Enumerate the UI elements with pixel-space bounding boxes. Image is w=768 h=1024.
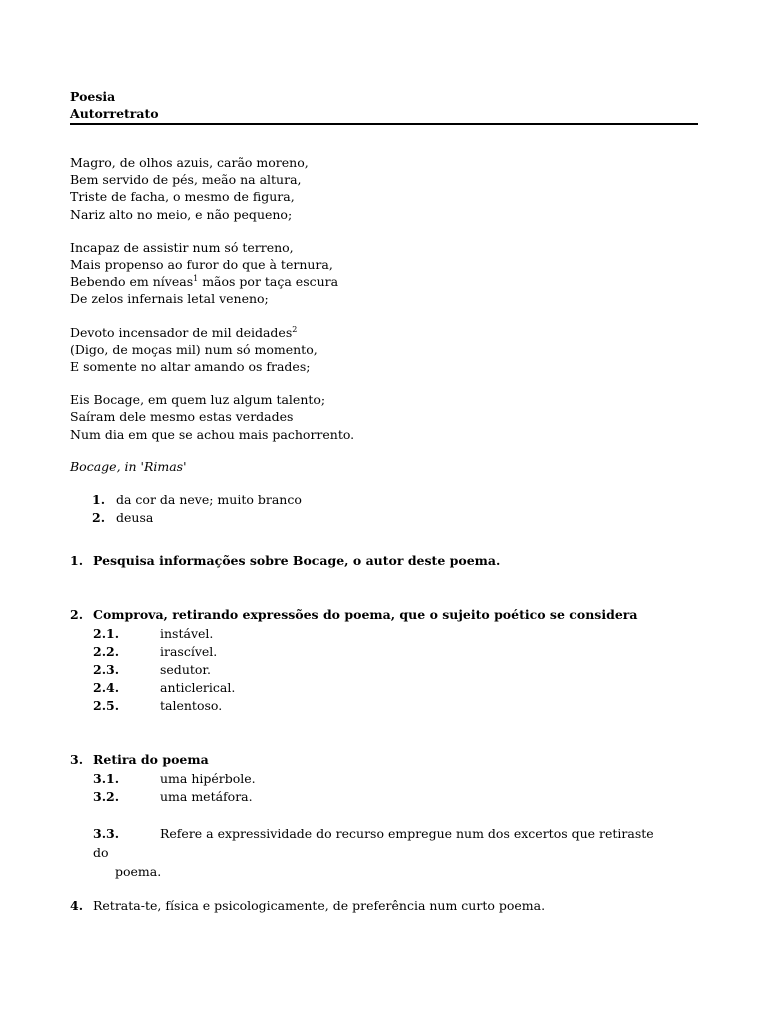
poem [70, 154, 690, 459]
subquestion-text: uma metáfora. [160, 789, 253, 804]
poem-line-with-footnote [70, 324, 690, 341]
poem-line: Mais propenso ao furor do que à ternura, [70, 257, 333, 273]
subquestion-text: irascível. [160, 644, 218, 659]
question-text: Comprova, retirando expressões do poema, que o sujeito poético se considera [93, 607, 638, 622]
subquestion-2-1 [93, 625, 213, 643]
footnote-ref-1: 1 [193, 274, 199, 284]
question-number: 1. [70, 553, 84, 568]
subquestion-3-1 [93, 770, 256, 788]
subquestion-text: instável. [160, 626, 214, 641]
poem-line: (Digo, de moças mil) num só momento, [70, 341, 318, 357]
poem-attribution: Bocage, in 'Rimas' [70, 459, 187, 474]
document-header [70, 88, 698, 125]
poem-line: De zelos infernais letal veneno; [70, 291, 269, 307]
subquestion-3-2 [93, 788, 253, 806]
question-2 [70, 607, 637, 622]
question-text: Retrata-te, física e psicologicamente, de preferência num curto poema. [93, 898, 546, 913]
poem-line: Bem servido de pés, meão na altura, [70, 172, 302, 188]
category-label: Poesia [70, 89, 116, 104]
footnote-text: deusa [116, 510, 154, 525]
footnote-ref-2: 2 [292, 324, 298, 334]
footnote-item [92, 491, 302, 509]
footnote-text: da cor da neve; muito branco [116, 492, 302, 507]
poem-line: Magro, de olhos azuis, carão moreno, [70, 155, 309, 170]
question-number: 2. [70, 607, 84, 622]
subquestion-number: 2.5. [93, 698, 120, 713]
subquestion-2-5 [93, 697, 222, 715]
poem-line: Nariz alto no meio, e não pequeno; [70, 206, 293, 222]
stanza-4 [70, 391, 690, 443]
subquestion-text: anticlerical. [160, 680, 236, 695]
subquestion-number: 3.3. [93, 826, 120, 841]
question-text: Pesquisa informações sobre Bocage, o autor deste poema. [93, 553, 501, 568]
question-number: 3. [70, 752, 84, 767]
subquestion-2-4 [93, 679, 235, 697]
question-text: Retira do poema [93, 752, 209, 767]
question-number: 4. [70, 898, 84, 913]
question-1 [70, 553, 500, 568]
poem-line: E somente no altar amando os frades; [70, 359, 311, 375]
poem-line-start: Devoto incensador de mil deidades [70, 324, 293, 340]
poem-line: Num dia em que se achou mais pachorrento. [70, 426, 355, 442]
footnotes [92, 491, 302, 527]
poem-title: Autorretrato [70, 106, 159, 121]
subquestion-number: 3.1. [93, 771, 120, 786]
subquestion-text: uma hipérbole. [160, 771, 256, 786]
subquestion-text: talentoso. [160, 698, 223, 713]
question-4 [70, 898, 545, 913]
footnote-number: 1. [92, 492, 106, 507]
footnote-item [92, 509, 302, 527]
subquestion-number: 2.1. [93, 626, 120, 641]
subquestion-number: 3.2. [93, 789, 120, 804]
subquestion-number: 2.2. [93, 644, 120, 659]
subquestion-number: 2.3. [93, 662, 120, 677]
stanza-2 [70, 239, 690, 308]
poem-line: Triste de facha, o mesmo de figura, [70, 189, 295, 205]
stanza-3 [70, 324, 690, 376]
subquestion-text: Refere a expressividade do recurso empregue num dos excertos que retiraste do [93, 826, 654, 860]
poem-line-with-footnote [70, 273, 690, 290]
subquestion-text: sedutor. [160, 662, 211, 677]
subquestion-text-continued: poema. [115, 864, 162, 879]
footnote-number: 2. [92, 510, 106, 525]
poem-line-end: mãos por taça escura [198, 274, 339, 290]
poem-line: Eis Bocage, em quem luz algum talento; [70, 392, 326, 408]
subquestion-2-2 [93, 643, 217, 661]
poem-line-start: Bebendo em níveas [70, 274, 194, 290]
poem-line: Incapaz de assistir num só terreno, [70, 239, 294, 255]
poem-line: Saíram dele mesmo estas verdades [70, 409, 294, 425]
subquestion-number: 2.4. [93, 680, 120, 695]
subquestion-3-3 [93, 824, 673, 881]
subquestion-2-3 [93, 661, 211, 679]
question-3 [70, 752, 209, 767]
stanza-1 [70, 154, 690, 223]
